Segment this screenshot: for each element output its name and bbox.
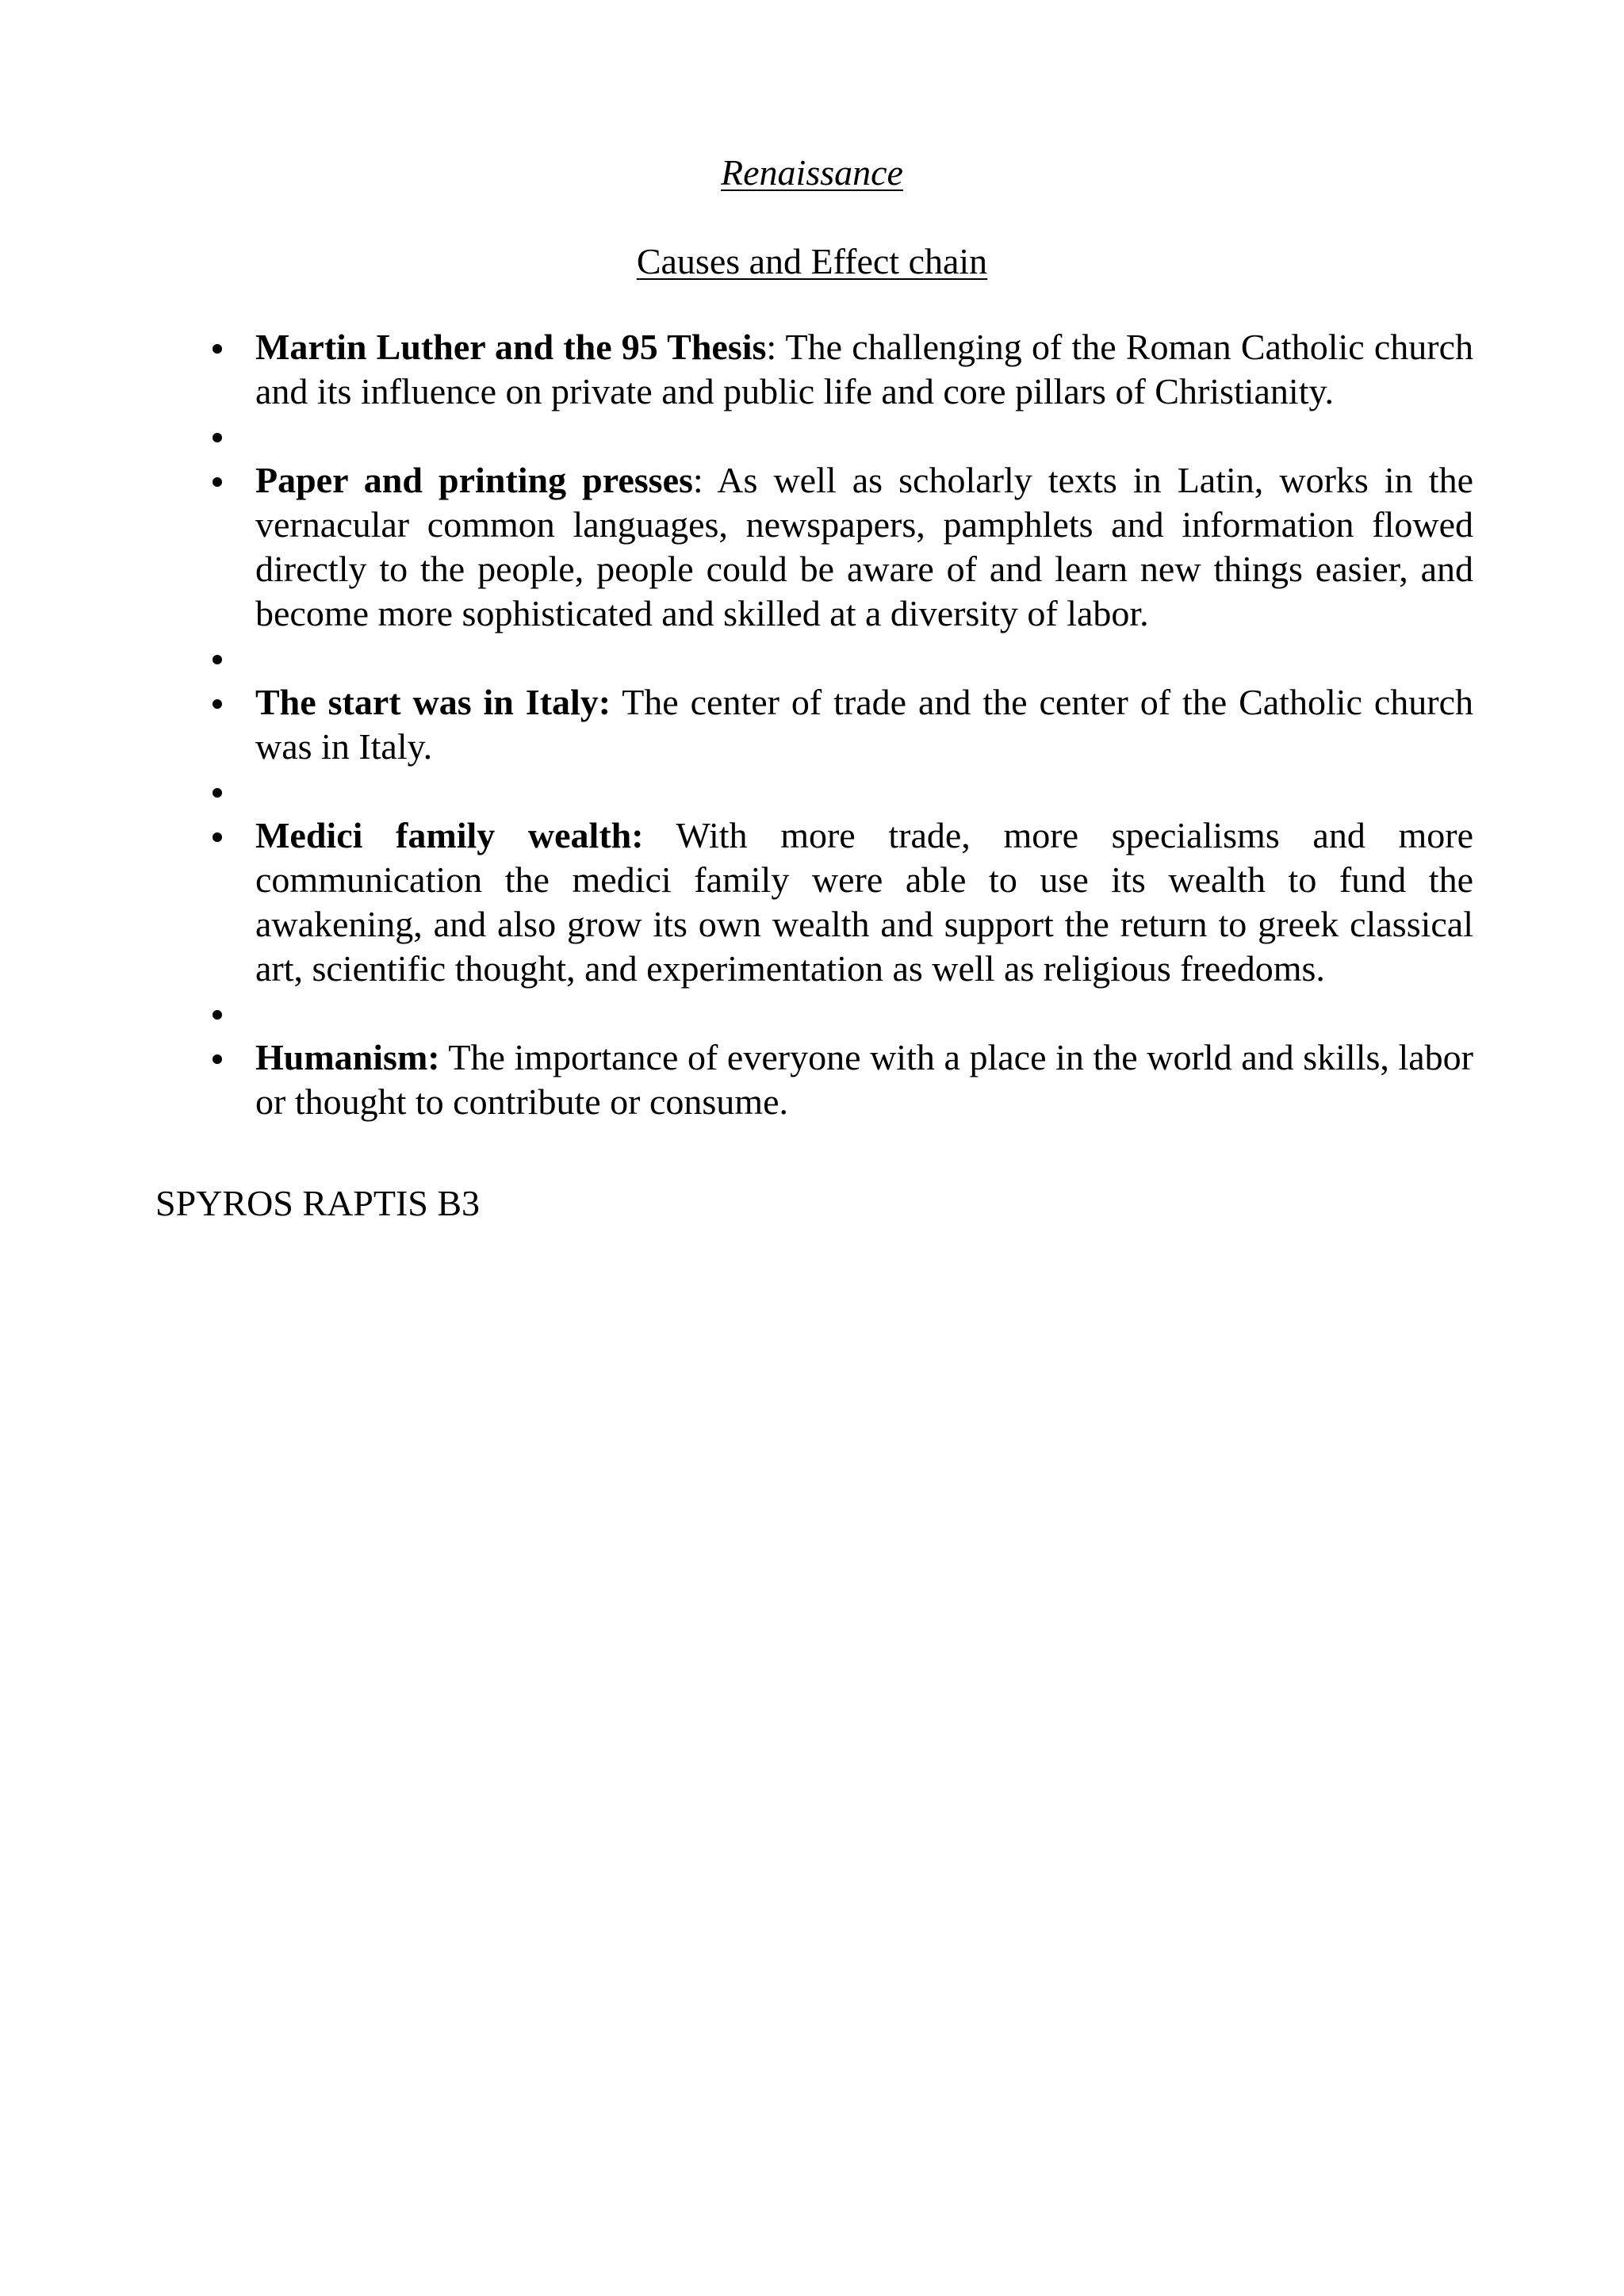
item-text: The importance of everyone with a place in the world and skills, labor or thought to contribute or consume. [255,1037,1473,1122]
list-item [255,813,1473,991]
document-subtitle: Causes and Effect chain [636,241,988,281]
bullet-icon [208,813,227,858]
item-separator: : [766,327,777,367]
cause-effect-list [255,325,1473,1124]
item-text: With more trade, more specialisms and more communication the medici family were able to use its wealth to fund the awakening, and also grow its own wealth and support the return to greek classical art, scientific thought, and experimentation as well as religious freedoms. [255,815,1473,989]
list-item-empty [255,636,1473,680]
item-text: As well as scholarly texts in Latin, works in the vernacular common languages, newspapers, pamphlets and information flowed directly to the people, people could be aware of and learn new things easier, and become more sophisticated and skilled at a diversity of labor. [255,460,1473,633]
list-item-empty [255,414,1473,458]
item-term: Medici family wealth: [255,815,644,855]
item-separator: : [692,460,703,500]
document-title: Renaissance [721,152,903,193]
bullet-icon [208,636,227,680]
bullet-icon [208,1035,227,1080]
bullet-icon [208,414,227,458]
item-term: The start was in Italy: [255,682,611,722]
list-item [255,680,1473,769]
bullet-icon [208,325,227,369]
item-term: Martin Luther and the 95 Thesis [255,327,767,367]
item-text: The challenging of the Roman Catholic church and its influence on private and public life and core pillars of Christianity. [255,327,1473,411]
list-item [255,458,1473,636]
item-text: The center of trade and the center of the Catholic church was in Italy. [255,682,1473,767]
list-item [255,1035,1473,1124]
bullet-icon [208,991,227,1035]
author-signature: SPYROS RAPTIS B3 [155,1183,481,1223]
item-term: Humanism: [255,1037,440,1077]
bullet-icon [208,680,227,725]
bullet-icon [208,458,227,503]
list-item-empty [255,991,1473,1035]
list-item-empty [255,769,1473,813]
bullet-icon [208,769,227,813]
list-item [255,325,1473,414]
item-term: Paper and printing presses [255,460,693,500]
